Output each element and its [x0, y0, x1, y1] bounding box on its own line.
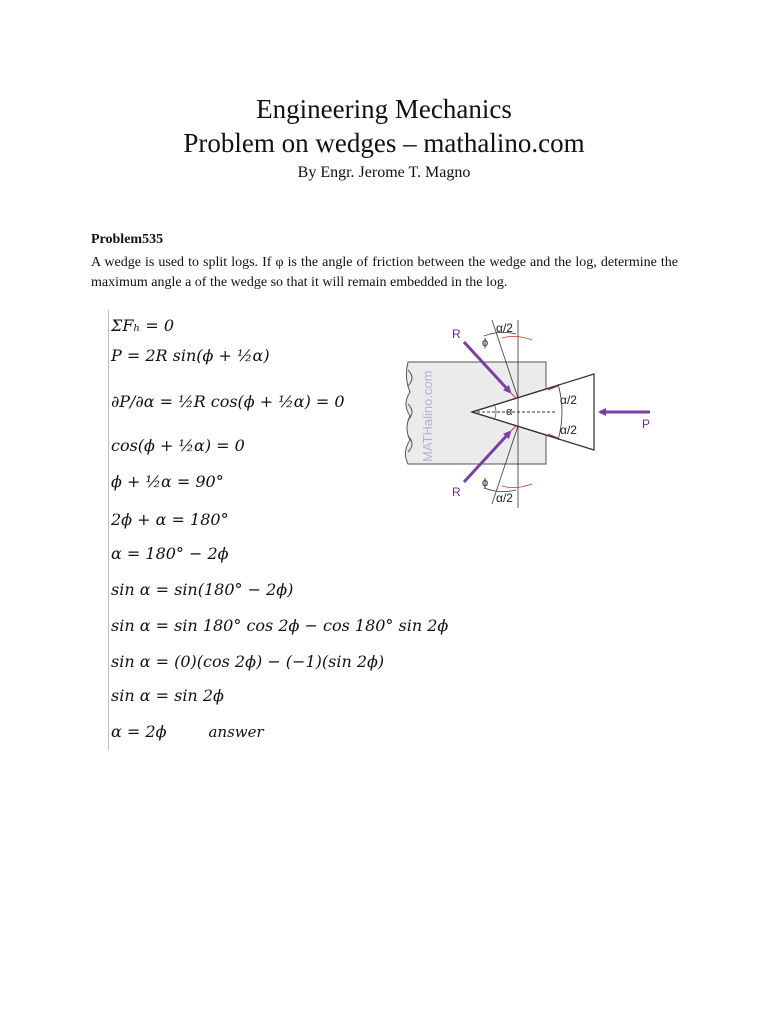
problem-statement: A wedge is used to split logs. If φ is the angle of friction between the wedge and the log, determine the maximum angle a of the wedge so that it will remain embedded in the log. [91, 255, 678, 290]
equation-3: ∂P/∂α = ½R cos(ϕ + ½α) = 0 [111, 392, 345, 411]
equation-4: cos(ϕ + ½α) = 0 [111, 436, 245, 455]
problem-heading: Problem535 [91, 232, 164, 247]
final-equation: α = 2ϕ [111, 722, 167, 741]
equation-2: P = 2R sin(ϕ + ½α) [111, 346, 270, 365]
equation-6: 2ϕ + α = 180° [111, 510, 229, 529]
wedge-diagram [398, 312, 660, 512]
title-line-1: Engineering Mechanics [256, 94, 512, 124]
label-phi-bottom: ϕ [482, 477, 489, 489]
watermark-text: MATHalino.com [420, 370, 435, 462]
equation-9: sin α = sin 180° cos 2ϕ − cos 180° sin 2ϕ [111, 616, 449, 635]
label-alpha-half-right-bottom: α/2 [560, 423, 577, 437]
equation-7: α = 180° − 2ϕ [111, 544, 229, 563]
author-line: By Engr. Jerome T. Magno [297, 164, 471, 181]
arc-alpha-bottom [502, 484, 532, 488]
title-block [0, 92, 768, 184]
arc-alpha-top [502, 336, 532, 340]
equation-8: sin α = sin(180° − 2ϕ) [111, 580, 294, 599]
equation-10: sin α = (0)(cos 2ϕ) − (−1)(sin 2ϕ) [111, 652, 385, 671]
answer-label: answer [208, 723, 264, 741]
equation-12 [111, 722, 264, 741]
label-phi-top: ϕ [482, 337, 489, 349]
equation-5: ϕ + ½α = 90° [111, 472, 224, 491]
label-r-top: R [452, 327, 461, 341]
equation-11: sin α = sin 2ϕ [111, 686, 224, 705]
label-alpha: α [506, 406, 513, 418]
label-alpha-half-top: α/2 [496, 321, 513, 335]
label-r-bottom: R [452, 485, 461, 499]
label-p: P [642, 417, 651, 431]
equation-1: ΣFₕ = 0 [111, 316, 175, 335]
label-alpha-half-right-top: α/2 [560, 393, 577, 407]
title-line-2: Problem on wedges – mathalino.com [183, 128, 585, 158]
label-alpha-half-bottom: α/2 [496, 491, 513, 505]
